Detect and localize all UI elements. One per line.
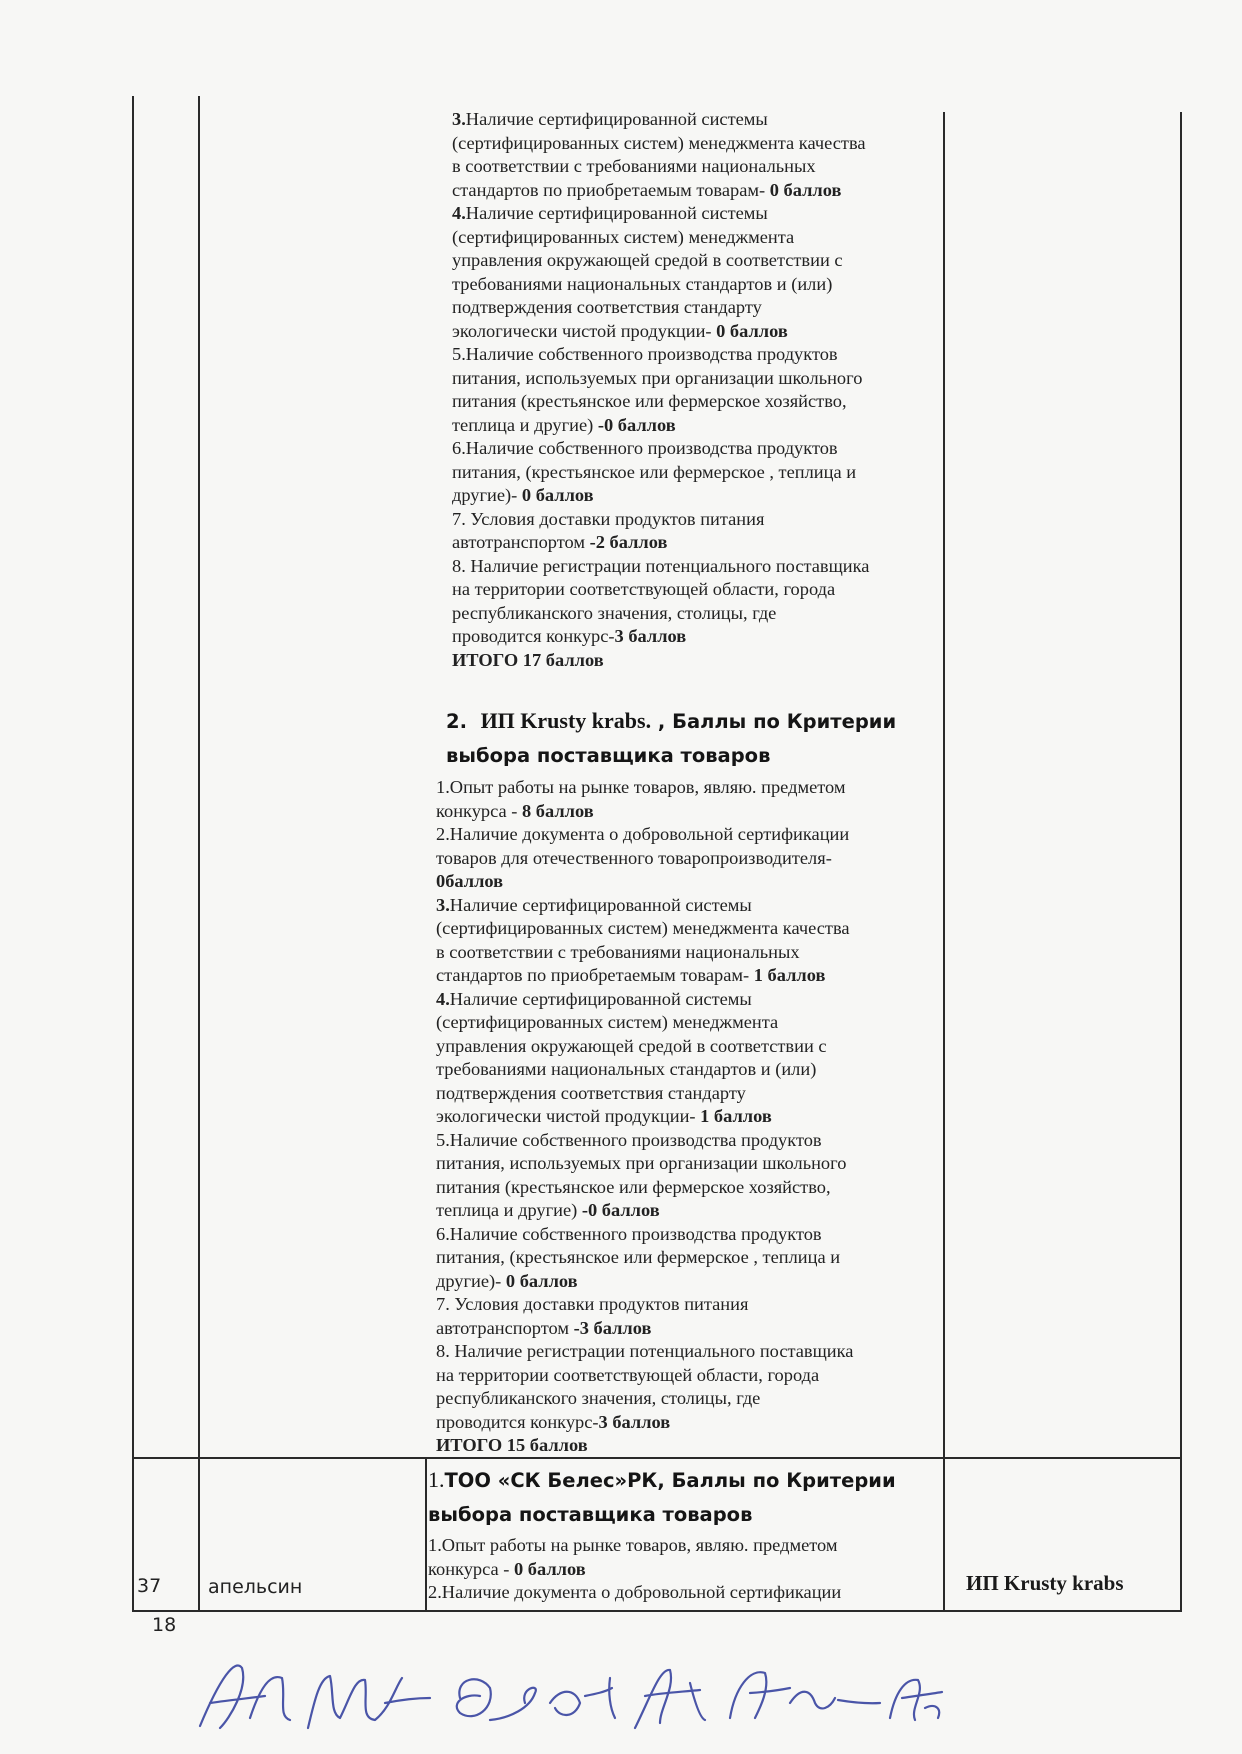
criteria-text: 1.Опыт работы на рынке товаров, являю. предметом <box>436 777 846 797</box>
criteria-line <box>452 273 869 297</box>
table-col-divider-1 <box>198 96 200 1612</box>
criteria-line <box>452 202 869 226</box>
criteria-text: 5.Наличие собственного производства продуктов <box>452 344 838 364</box>
criteria-text: другие)- <box>436 1270 506 1291</box>
criteria-text: республиканского значения, столицы, где <box>436 1388 761 1408</box>
criteria-line <box>428 1581 841 1605</box>
criteria-text: другие)- <box>452 485 522 505</box>
criteria-line <box>452 602 869 626</box>
criteria-text: Наличие сертифицированной системы <box>465 203 768 223</box>
criteria-line <box>436 870 853 894</box>
criteria-line <box>452 249 869 273</box>
criteria-line <box>452 320 869 344</box>
criteria-line <box>436 1340 853 1364</box>
criteria-text: автотранспортом <box>452 532 590 552</box>
row-number: 37 <box>137 1575 162 1597</box>
score-value: 1 баллов <box>700 1106 772 1126</box>
criteria-line <box>452 414 869 438</box>
criteria-line <box>436 1199 853 1223</box>
criteria-text: конкурса - <box>428 1558 514 1579</box>
criteria-line <box>436 964 853 988</box>
criteria-bold-text: ИТОГО 15 баллов <box>436 1435 588 1455</box>
criteria-text: стандартов по приобретаемым товарам- <box>436 965 754 985</box>
criteria-line <box>436 894 853 918</box>
criteria-text: автотранспортом <box>436 1317 574 1338</box>
score-value: 0 баллов <box>769 179 842 200</box>
score-value: 0 баллов <box>505 1270 578 1291</box>
page-number: 18 <box>152 1614 177 1636</box>
criteria-line <box>452 555 869 579</box>
score-value: 0 баллов <box>716 320 788 341</box>
score-value: 0баллов <box>436 871 504 891</box>
criteria-text: (сертифицированных систем) менеджмента <box>436 1012 779 1032</box>
criteria-text: 2.Наличие документа о добровольной сертификации <box>428 1582 842 1602</box>
criteria-text: питания, используемых при организации школьного <box>452 367 863 388</box>
score-value: -3 баллов <box>573 1317 652 1338</box>
criteria-text: требованиями национальных стандартов и (или) <box>452 273 833 294</box>
row37-heading-rest: , Баллы по Критерии <box>657 1469 896 1492</box>
criteria-list-supplier-2 <box>436 776 853 1458</box>
criteria-line <box>452 508 869 532</box>
criteria-text: управления окружающей средой в соответствии с <box>452 250 843 270</box>
criteria-line <box>436 1270 853 1294</box>
criteria-line <box>436 800 853 824</box>
score-value: -0 баллов <box>581 1200 660 1220</box>
criteria-text: конкурса - <box>436 800 522 821</box>
row37-supplier-1-heading-num: 1. <box>428 1467 445 1492</box>
criteria-line <box>436 1035 853 1059</box>
criteria-line <box>436 1293 853 1317</box>
criteria-line <box>452 649 869 673</box>
criteria-text: экологически чистой продукции- <box>436 1106 701 1126</box>
criteria-text: (сертифицированных систем) менеджмента качества <box>452 132 866 153</box>
criteria-line <box>452 625 869 649</box>
criteria-line <box>436 1246 853 1270</box>
winner-supplier: ИП Krusty krabs <box>966 1571 1124 1595</box>
table-col-divider-3 <box>943 112 945 1612</box>
criteria-text: стандартов по приобретаемым товарам- <box>452 179 770 200</box>
criteria-line <box>452 461 869 485</box>
score-value: 0 баллов <box>513 1558 586 1579</box>
criteria-line <box>436 1105 853 1129</box>
supplier-2-name: ИП Krusty krabs. <box>480 708 652 733</box>
criteria-line <box>436 1411 853 1435</box>
criteria-line <box>436 1223 853 1247</box>
criteria-text: 7. Условия доставки продуктов питания <box>436 1294 749 1314</box>
criteria-line <box>452 437 869 461</box>
criteria-text: питания, используемых при организации школьного <box>436 1153 847 1173</box>
product-name: апельсин <box>208 1576 303 1598</box>
criteria-list-supplier-1 <box>452 108 869 672</box>
criteria-line <box>436 1129 853 1153</box>
criteria-text: питания, (крестьянское или фермерское , теплица и <box>436 1247 841 1267</box>
criteria-line <box>452 390 869 414</box>
criteria-line <box>428 1558 841 1582</box>
criteria-line <box>436 1364 853 1388</box>
criteria-line <box>436 941 853 965</box>
criteria-bold-text: 3. <box>436 894 450 915</box>
criteria-line <box>452 108 869 132</box>
score-value: 0 баллов <box>521 485 594 505</box>
supplier-2-heading-line2: выбора поставщика товаров <box>446 744 771 767</box>
criteria-line <box>452 226 869 250</box>
criteria-text: Наличие сертифицированной системы <box>465 109 768 129</box>
criteria-line <box>452 179 869 203</box>
criteria-line <box>428 1534 841 1558</box>
criteria-text: 6.Наличие собственного производства продуктов <box>436 1223 822 1244</box>
criteria-text: (сертифицированных систем) менеджмента <box>452 226 795 247</box>
criteria-line <box>452 367 869 391</box>
criteria-text: в соответствии с требованиями национальных <box>452 156 816 176</box>
criteria-bold-text: ИТОГО 17 баллов <box>452 649 604 670</box>
criteria-text: 7. Условия доставки продуктов питания <box>452 508 765 529</box>
score-value: -0 баллов <box>597 414 676 435</box>
criteria-line <box>452 343 869 367</box>
criteria-line <box>436 1011 853 1035</box>
criteria-text: питания (крестьянское или фермерское хозяйство, <box>436 1176 831 1197</box>
supplier-2-heading <box>446 704 896 773</box>
criteria-text: требованиями национальных стандартов и (или) <box>436 1059 817 1079</box>
criteria-text: подтверждения соответствия стандарту <box>436 1082 746 1103</box>
criteria-line <box>436 1317 853 1341</box>
criteria-text: управления окружающей средой в соответствии с <box>436 1035 827 1056</box>
criteria-line <box>452 578 869 602</box>
criteria-text: 2.Наличие документа о добровольной сертификации <box>436 824 850 844</box>
criteria-line <box>436 1176 853 1200</box>
criteria-text: 1.Опыт работы на рынке товаров, являю. предметом <box>428 1535 838 1555</box>
criteria-text: товаров для отечественного товаропроизводителя- <box>436 847 832 868</box>
criteria-text: экологически чистой продукции- <box>452 320 717 341</box>
score-value: -2 баллов <box>589 532 668 552</box>
table-right-border <box>1180 112 1182 1612</box>
criteria-bold-text: 4. <box>436 988 450 1009</box>
criteria-text: теплица и другие) <box>436 1200 582 1220</box>
criteria-line <box>436 1082 853 1106</box>
score-value: 3 баллов <box>598 1411 671 1432</box>
criteria-list-row37 <box>428 1534 841 1605</box>
table-col-divider-2 <box>425 1458 427 1612</box>
criteria-text: теплица и другие) <box>452 414 598 435</box>
criteria-line <box>436 776 853 800</box>
score-value: 1 баллов <box>753 965 826 985</box>
criteria-text: Наличие сертифицированной системы <box>449 988 752 1009</box>
criteria-text: Наличие сертифицированной системы <box>449 894 752 915</box>
criteria-line <box>436 1058 853 1082</box>
criteria-bold-text: 4. <box>452 203 466 223</box>
criteria-text: проводится конкурс- <box>436 1411 599 1432</box>
criteria-line <box>436 1387 853 1411</box>
table-bottom-border <box>132 1610 1182 1612</box>
criteria-line <box>436 917 853 941</box>
criteria-text: 6.Наличие собственного производства продуктов <box>452 438 838 458</box>
score-value: 3 баллов <box>614 626 687 646</box>
criteria-text: (сертифицированных систем) менеджмента качества <box>436 918 850 938</box>
criteria-line <box>436 1152 853 1176</box>
criteria-text: проводится конкурс- <box>452 626 615 646</box>
row37-supplier-1-name: ТОО «СК Белес»РК <box>444 1469 658 1492</box>
criteria-text: 8. Наличие регистрации потенциального поставщика <box>452 555 870 576</box>
criteria-line <box>452 531 869 555</box>
criteria-line <box>436 823 853 847</box>
criteria-text: питания (крестьянское или фермерское хозяйство, <box>452 391 847 411</box>
handwritten-signatures-icon <box>190 1648 950 1738</box>
criteria-line <box>452 155 869 179</box>
criteria-line <box>452 296 869 320</box>
criteria-text: 8. Наличие регистрации потенциального поставщика <box>436 1341 854 1361</box>
supplier-2-heading-rest: , Баллы по Критерии <box>651 710 897 733</box>
criteria-line <box>452 484 869 508</box>
criteria-text: республиканского значения, столицы, где <box>452 602 777 623</box>
criteria-text: в соответствии с требованиями национальных <box>436 941 800 962</box>
table-left-border <box>132 96 134 1612</box>
row37-supplier-1-heading <box>428 1463 896 1532</box>
criteria-line <box>452 132 869 156</box>
row37-heading-line2: выбора поставщика товаров <box>428 1503 753 1526</box>
criteria-text: 5.Наличие собственного производства продуктов <box>436 1129 822 1150</box>
criteria-text: на территории соответствующей области, города <box>452 579 836 599</box>
criteria-line <box>436 1434 853 1458</box>
score-value: 8 баллов <box>521 800 594 821</box>
criteria-text: питания, (крестьянское или фермерское , теплица и <box>452 461 857 482</box>
criteria-bold-text: 3. <box>452 109 466 129</box>
criteria-text: подтверждения соответствия стандарту <box>452 297 762 317</box>
criteria-line <box>436 847 853 871</box>
criteria-text: на территории соответствующей области, города <box>436 1364 820 1385</box>
criteria-line <box>436 988 853 1012</box>
supplier-2-heading-num: 2. <box>446 710 467 733</box>
